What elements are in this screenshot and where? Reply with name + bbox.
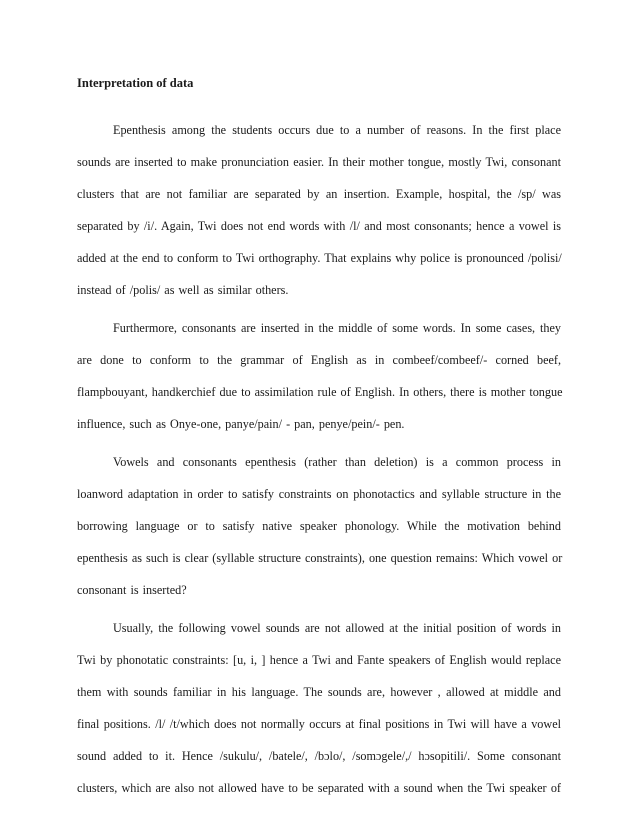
paragraph-4 [77, 612, 561, 804]
section-heading: Interpretation of data [77, 76, 194, 90]
paragraph-line: borrowing language or to satisfy native speaker phonology. While the motivation behind [77, 519, 561, 533]
document-page [77, 74, 561, 810]
paragraph-line: epenthesis as such is clear (syllable structure constraints), one question remains: Which vowel or [77, 551, 563, 565]
paragraph-line: clusters, which are also not allowed have to be separated with a sound when the Twi speaker of [77, 781, 561, 795]
paragraph-line: consonant is inserted? [77, 583, 187, 597]
paragraph-3 [77, 446, 561, 606]
paragraph-line: flampbouyant, handkerchief due to assimilation rule of English. In others, there is mother tongue [77, 385, 563, 399]
paragraph-line: loanword adaptation in order to satisfy constraints on phonotactics and syllable structure in the [77, 487, 561, 501]
paragraph-line: added at the end to conform to Twi orthography. That explains why police is pronounced /polisi/ [77, 251, 562, 265]
paragraph-line: sound added to it. Hence /sukulu/, /batele/, /bɔlo/, /somɔgele/,/ hɔsopitili/. Some consonant [77, 749, 561, 763]
paragraph-line: final positions. /l/ /t/which does not normally occurs at final positions in Twi will have a vowel [77, 717, 561, 731]
paragraph-line: Vowels and consonants epenthesis (rather than deletion) is a common process in [113, 455, 561, 469]
paragraph-line: influence, such as Onye-one, panye/pain/ - pan, penye/pein/- pen. [77, 417, 405, 431]
paragraph-line: Epenthesis among the students occurs due to a number of reasons. In the first place [113, 123, 561, 137]
paragraph-line: Twi by phonotatic constraints: [u, i, ] hence a Twi and Fante speakers of English would replace [77, 653, 561, 667]
paragraph-2 [77, 312, 561, 440]
paragraph-line: Usually, the following vowel sounds are not allowed at the initial position of words in [113, 621, 561, 635]
paragraph-line: Furthermore, consonants are inserted in the middle of some words. In some cases, they [113, 321, 561, 335]
paragraph-line: them with sounds familiar in his language. The sounds are, however , allowed at middle and [77, 685, 561, 699]
paragraph-line: separated by /i/. Again, Twi does not end words with /l/ and most consonants; hence a vowel is [77, 219, 561, 233]
paragraph-1 [77, 114, 561, 306]
paragraph-line: sounds are inserted to make pronunciation easier. In their mother tongue, mostly Twi, consonant [77, 155, 561, 169]
paragraph-line: instead of /polis/ as well as similar others. [77, 283, 289, 297]
paragraph-line: are done to conform to the grammar of English as in combeef/combeef/- corned beef, [77, 353, 561, 367]
paragraph-line: clusters that are not familiar are separated by an insertion. Example, hospital, the /sp/ was [77, 187, 561, 201]
